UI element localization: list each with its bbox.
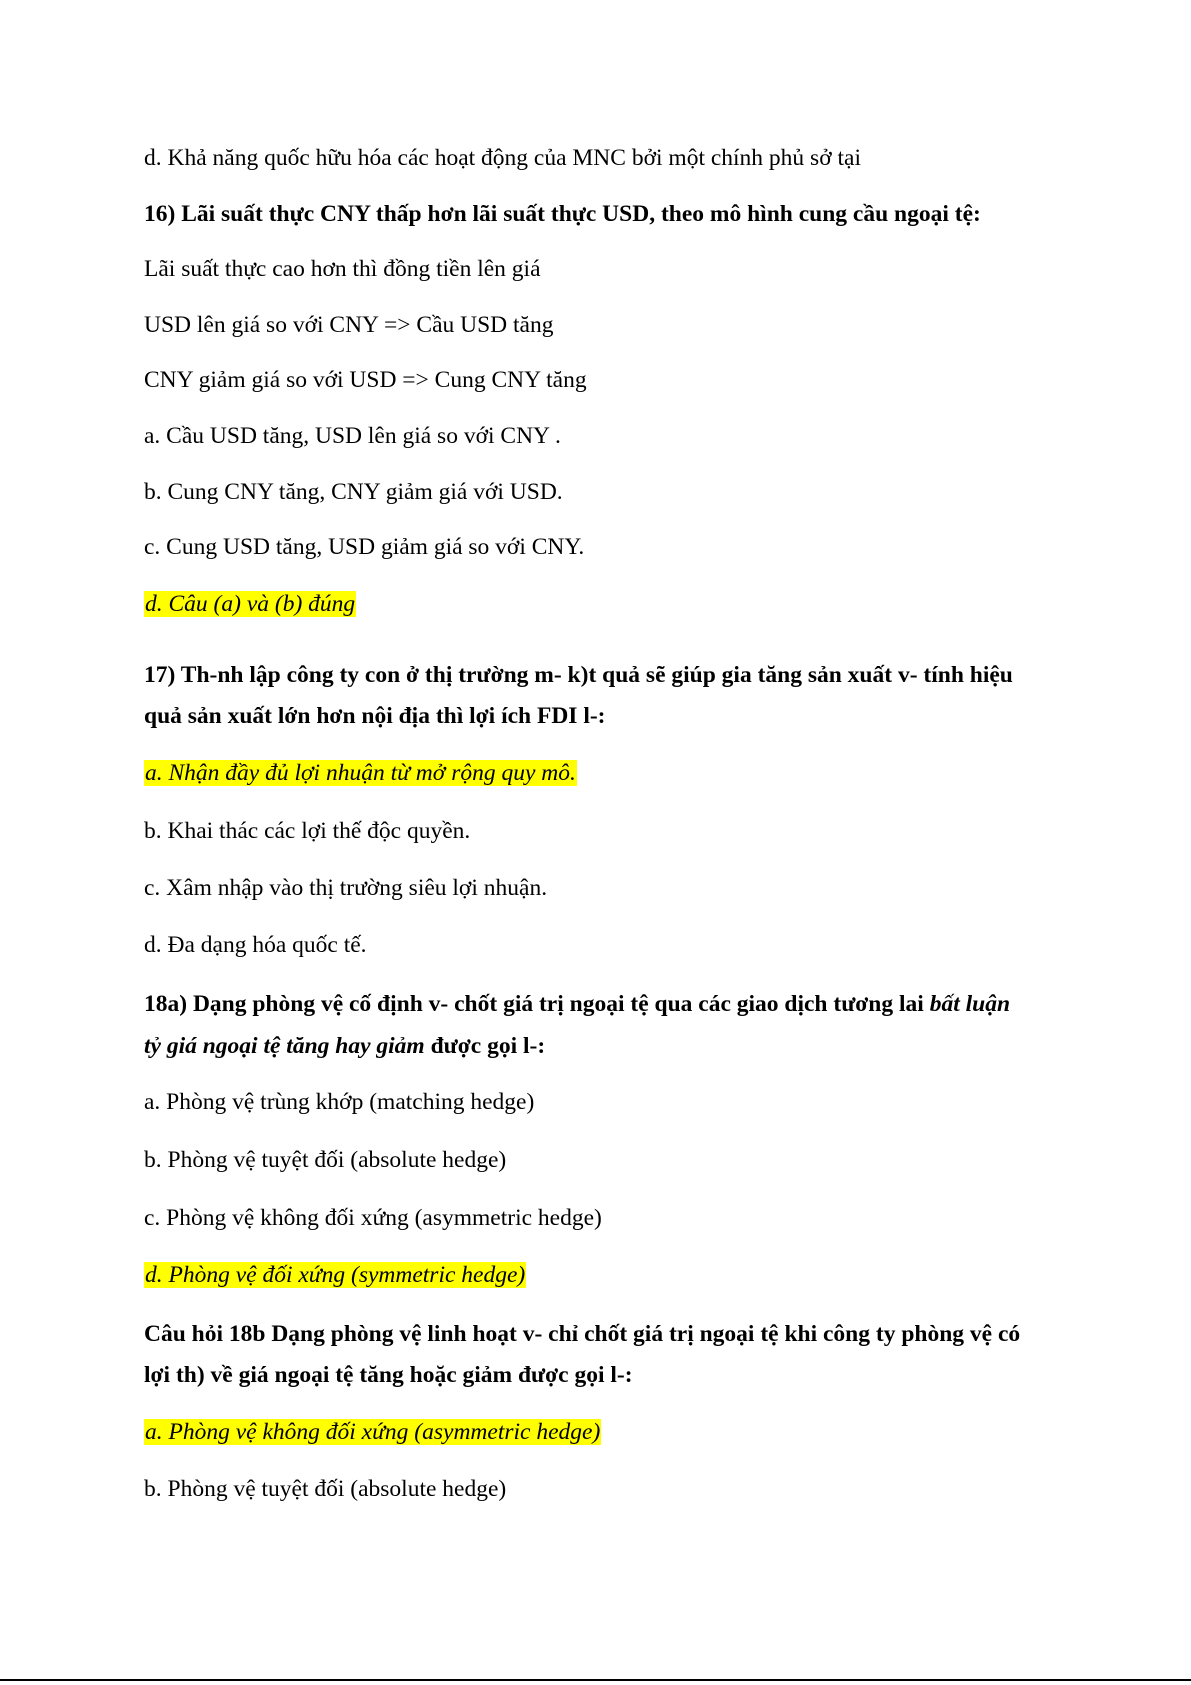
question-18a-line-2 [144, 1030, 545, 1062]
answer-line: d. Khả năng quốc hữu hóa các hoạt động của MNC bởi một chính phủ sở tại [144, 145, 861, 171]
note-line: CNY giảm giá so với USD => Cung CNY tăng [144, 367, 587, 393]
option-d-correct [144, 588, 356, 620]
option-a-correct [144, 757, 577, 789]
question-text-emphasis: bất luận [929, 991, 1011, 1017]
option-b: b. Phòng vệ tuyệt đối (absolute hedge) [144, 1476, 507, 1502]
option-d-correct [144, 1259, 526, 1291]
answer-highlight: d. Phòng vệ đối xứng (symmetric hedge) [145, 1262, 526, 1288]
option-a: a. Phòng vệ trùng khớp (matching hedge) [144, 1089, 535, 1115]
option-d: d. Đa dạng hóa quốc tế. [144, 932, 367, 958]
question-17-line-2: quả sản xuất lớn hơn nội địa thì lợi ích FDI l-: [144, 703, 606, 729]
option-b: b. Khai thác các lợi thế độc quyền. [144, 818, 471, 844]
option-c: c. Cung USD tăng, USD giảm giá so với CNY. [144, 534, 585, 560]
question-text-bold: được gọi l-: [424, 1033, 546, 1059]
answer-highlight: a. Phòng vệ không đối xứng (asymmetric hedge) [145, 1419, 601, 1445]
option-c: c. Phòng vệ không đối xứng (asymmetric hedge) [144, 1205, 602, 1231]
page-bottom-rule [0, 1679, 1191, 1681]
question-17-line-1: 17) Th-nh lập công ty con ở thị trường m- k)t quả sẽ giúp gia tăng sản xuất v- tính hiệu [144, 662, 1013, 688]
answer-highlight: d. Câu (a) và (b) đúng [145, 591, 356, 617]
question-16: 16) Lãi suất thực CNY thấp hơn lãi suất thực USD, theo mô hình cung cầu ngoại tệ: [144, 201, 981, 227]
question-18a-line-1 [144, 988, 1010, 1020]
question-text-bold: 18a) Dạng phòng vệ cố định v- chốt giá trị ngoại tệ qua các giao dịch tương lai [144, 991, 930, 1017]
question-text-emphasis: tỷ giá ngoại tệ tăng hay giảm [144, 1033, 425, 1059]
answer-highlight: a. Nhận đầy đủ lợi nhuận từ mở rộng quy mô. [145, 760, 576, 786]
option-b: b. Phòng vệ tuyệt đối (absolute hedge) [144, 1147, 507, 1173]
note-line: Lãi suất thực cao hơn thì đồng tiền lên giá [144, 256, 541, 282]
question-18b-line-1: Câu hỏi 18b Dạng phòng vệ linh hoạt v- chỉ chốt giá trị ngoại tệ khi công ty phòng vệ có [144, 1321, 1021, 1347]
option-b: b. Cung CNY tăng, CNY giảm giá với USD. [144, 479, 563, 505]
option-a-correct [144, 1416, 601, 1448]
option-a: a. Cầu USD tăng, USD lên giá so với CNY . [144, 423, 561, 449]
question-18b-line-2: lợi th) về giá ngoại tệ tăng hoặc giảm được gọi l-: [144, 1362, 633, 1388]
note-line: USD lên giá so với CNY => Cầu USD tăng [144, 312, 554, 338]
option-c: c. Xâm nhập vào thị trường siêu lợi nhuận. [144, 875, 548, 901]
